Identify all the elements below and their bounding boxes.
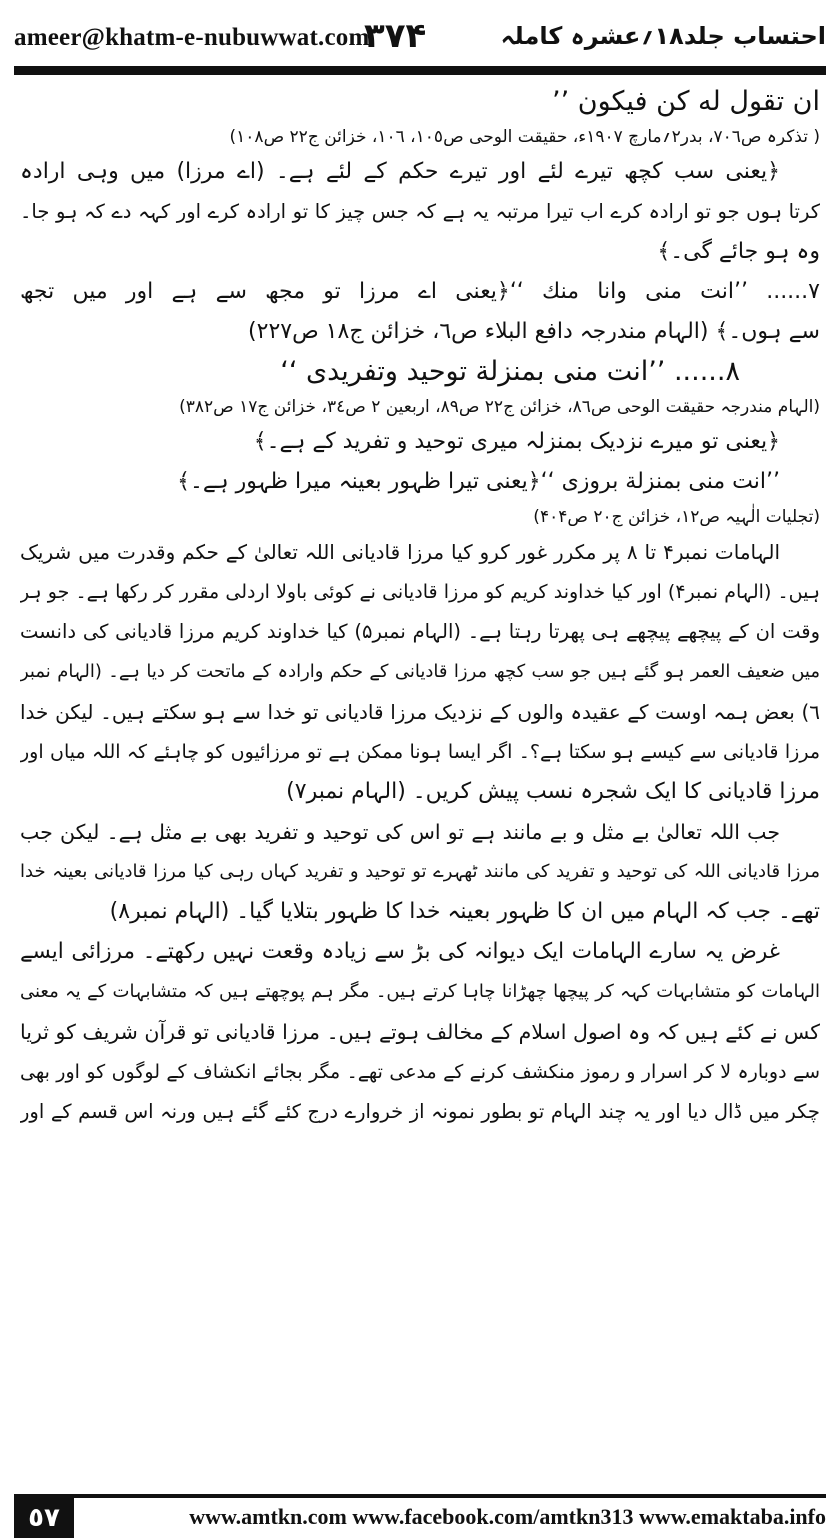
text-line: کرتا ہوں جو تو ارادہ کرے اب تیرا مرتبہ یہ ہے کہ جس چیز کا تو ارادہ کرے اور کہہ دے کہ ہو جا۔: [20, 200, 820, 223]
text-line: مرزا قادیانی کا ایک شجرہ نسب پیش کریں۔ (الہام نمبر٧): [286, 779, 820, 804]
page-footer: [14, 1494, 826, 1538]
text-line: الہامات کو متشابہات کہہ کر پیچھا چھڑانا چاہا کرتے ہیں۔ مگر ہم پوچھتے ہیں کہ متشابہات کے یہ معنی: [20, 981, 820, 1002]
text-line: چکر میں ڈال دیا اور یہ چند الہام تو بطور نمونہ از خروارے درج کئے گئے ہیں ورنہ اس قسم کے اور: [20, 1100, 820, 1123]
text-line: مرزا قادیانی سے کیسے ہو سکتا ہے؟۔ اگر ایسا ہونا ممکن ہے تو مرزائیوں کو چاہئے کہ اللہ میاں اور: [20, 741, 820, 763]
header-book-title: احتساب جلد١٨؍عشرہ کاملہ: [500, 22, 826, 50]
footer-page-box: ٥٧: [14, 1498, 74, 1538]
text-line: ﴿یعنی تو میرے نزدیک بمنزلہ میری توحید و تفرید کے ہے۔﴾: [253, 429, 780, 454]
footer-rule: [14, 1494, 826, 1498]
text-line: ’’انت منى بمنزلة بروزى ‘‘﴿یعنی تیرا ظہور بعینہ میرا ظہور ہے۔﴾: [177, 469, 780, 494]
text-line: وقت ان کے پیچھے پیچھے ہی پھرتا رہتا ہے۔ (الہام نمبر۵) کیا خداوند کریم مرزا قادیانی کی دانست: [20, 620, 820, 643]
text-line: جب اللہ تعالیٰ بے مثل و بے مانند ہے تو اس کی توحید و تفرید بھی بے مثل ہے۔ لیکن جب: [20, 820, 780, 844]
page-body: [20, 82, 820, 1450]
text-line: سے ہوں۔﴾ (الہام مندرجہ دافع البلاء ص٦، خزائن ج١٨ ص٢٢٧): [248, 319, 820, 344]
text-line: ہیں۔ (الہام نمبر۴) اور کیا خداوند کریم کو مرزا قادیانی نے کوئی باولا اردلی مقرر کر رکھا ہے۔ جو ہر: [20, 581, 820, 603]
text-line: ٧...... ’’انت منى وانا منك ‘‘﴿یعنی اے مرزا تو مجھ سے ہے اور میں تجھ: [20, 279, 820, 304]
footer-links: www.amtkn.com www.facebook.com/amtkn313 www.emaktaba.info: [189, 1504, 826, 1529]
text-line: میں ضعیف العمر ہو گئے ہیں جو سب کچھ مرزا قادیانی کے حکم وارادہ کے ماتحت کر دیا ہے۔ (الہام نمبر: [20, 661, 820, 682]
header-page-number: ٣٧۴: [364, 16, 427, 56]
reference-line: (الہام مندرجہ حقیقت الوحی ص٨٦، خزائن ج٢٢ ص٨٩، اربعین ٢ ص٣٤، خزائن ج١٧ ص٣٨٢): [179, 397, 820, 417]
text-line: کس نے کئے ہیں کہ وہ اصول اسلام کے مخالف ہوتے ہیں۔ مرزا قادیانی تو قرآن شریف کو ثریا: [20, 1020, 820, 1044]
text-line: وہ ہو جائے گی۔﴾: [657, 239, 820, 264]
text-line: ﴿یعنی سب کچھ تیرے لئے اور تیرے حکم کے لئے ہے۔ (اے مرزا) میں وہی ارادہ: [20, 159, 780, 184]
text-line: ٨...... ’’انت منى بمنزلة توحيد وتفريدى ‘‘: [280, 356, 740, 387]
header-email: ameer@khatm-e-nubuwwat.com: [14, 24, 370, 51]
text-line: تھے۔ جب کہ الہام میں ان کا ظہور بعینہ خدا کا ظہور بتلایا گیا۔ (الہام نمبر٨): [109, 899, 820, 924]
page-header: [14, 16, 826, 62]
reference-line: ( تذکرہ ص٧٠٦، بدر٢؍مارچ ١٩٠٧ء، حقیقت الوحی ص١٠٥، ١٠٦، خزائن ج٢٢ ص١٠٨): [229, 127, 820, 147]
text-line: ان تقول له كن فيكون ’’: [552, 86, 820, 117]
header-rule: [14, 66, 826, 75]
text-line: مرزا قادیانی اللہ کی توحید و تفرید کی مانند ٹھہرے تو توحید و تفرید کہاں رہی کیا مرزا قادیانی بعینہ خدا: [20, 861, 820, 882]
reference-line: (تجلیات الٰہیہ ص١٢، خزائن ج٢٠ ص۴٠۴): [533, 507, 820, 527]
text-line: الہامات نمبر۴ تا ٨ پر مکرر غور کرو کیا مرزا قادیانی اللہ تعالیٰ کے حکم وقدرت میں شریک: [20, 540, 781, 564]
text-line: ٦) بعض ہمہ اوست کے عقیدہ والوں کے نزدیک مرزا قادیانی تو خدا سے ہو سکتے ہیں۔ لیکن خدا: [20, 700, 820, 724]
text-line: سے دوبارہ لا کر اسرار و رموز منکشف کرنے کے مدعی تھے۔ مگر بجائے انکشاف کے لوگوں کو اور بھی: [20, 1061, 820, 1083]
text-line: غرض یہ سارے الہامات ایک دیوانہ کی بڑ سے زیادہ وقعت نہیں رکھتے۔ مرزائی ایسے: [20, 939, 780, 964]
